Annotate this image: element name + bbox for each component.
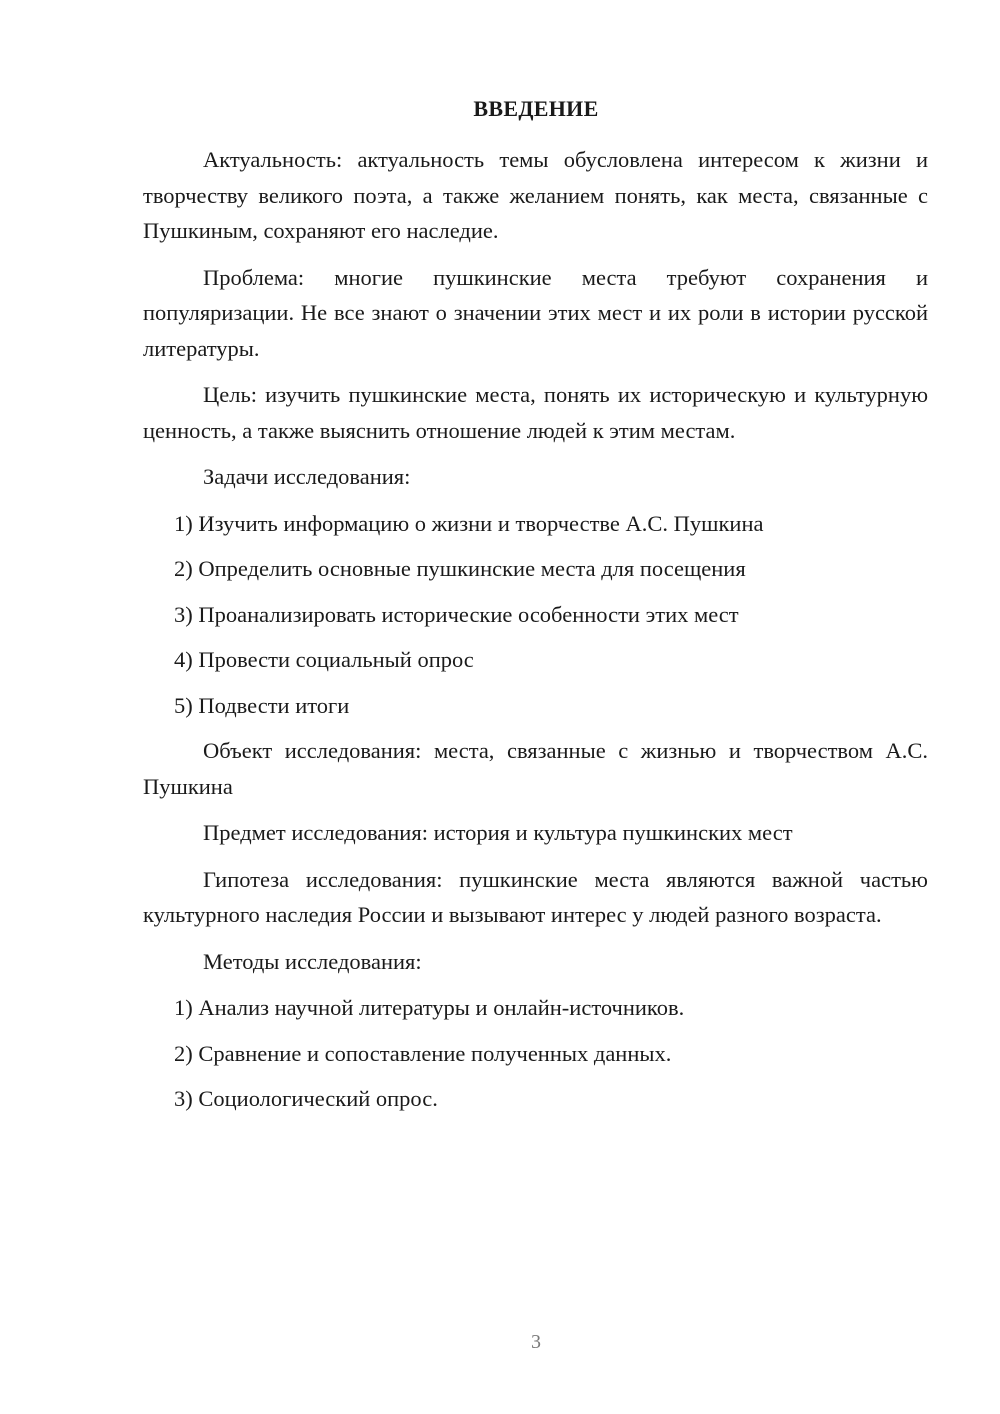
page-number: 3 — [531, 1331, 541, 1353]
method-item: 2) Сравнение и сопоставление полученных данных. — [174, 1040, 672, 1066]
page-title: ВВЕДЕНИЕ — [473, 96, 599, 121]
document-body — [143, 142, 928, 1127]
method-item: 3) Социологический опрос. — [174, 1086, 438, 1111]
task-item: 1) Изучить информацию о жизни и творчестве А.С. Пушкина — [174, 510, 764, 536]
goal-paragraph: Цель: изучить пушкинские места, понять их историческую и культурную ценность, а также выяснить отношение людей к этим местам. — [143, 382, 928, 443]
hypothesis-paragraph: Гипотеза исследования: пушкинские места являются важной частью культурного наследия России и вызывают интерес у людей разного возраста. — [143, 866, 928, 927]
relevance-paragraph: Актуальность: актуальность темы обусловлена интересом к жизни и творчеству великого поэта, а также желанием понять, как места, связанные с Пушкиным, сохраняют его наследие. — [143, 147, 928, 243]
task-item: 2) Определить основные пушкинские места для посещения — [174, 556, 746, 581]
task-item: 5) Подвести итоги — [174, 692, 350, 718]
methods-heading: Методы исследования: — [203, 948, 422, 974]
object-paragraph: Объект исследования: места, связанные с жизнью и творчеством А.С. Пушкина — [143, 738, 928, 799]
problem-paragraph: Проблема: многие пушкинские места требуют сохранения и популяризации. Не все знают о значении этих мест и их роли в истории русской литературы. — [143, 264, 928, 361]
task-item: 3) Проанализировать исторические особенности этих мест — [174, 601, 739, 627]
method-item: 1) Анализ научной литературы и онлайн-источников. — [174, 995, 685, 1020]
tasks-heading: Задачи исследования: — [203, 464, 411, 489]
subject-paragraph: Предмет исследования: история и культура пушкинских мест — [203, 820, 793, 845]
task-item: 4) Провести социальный опрос — [174, 647, 474, 672]
